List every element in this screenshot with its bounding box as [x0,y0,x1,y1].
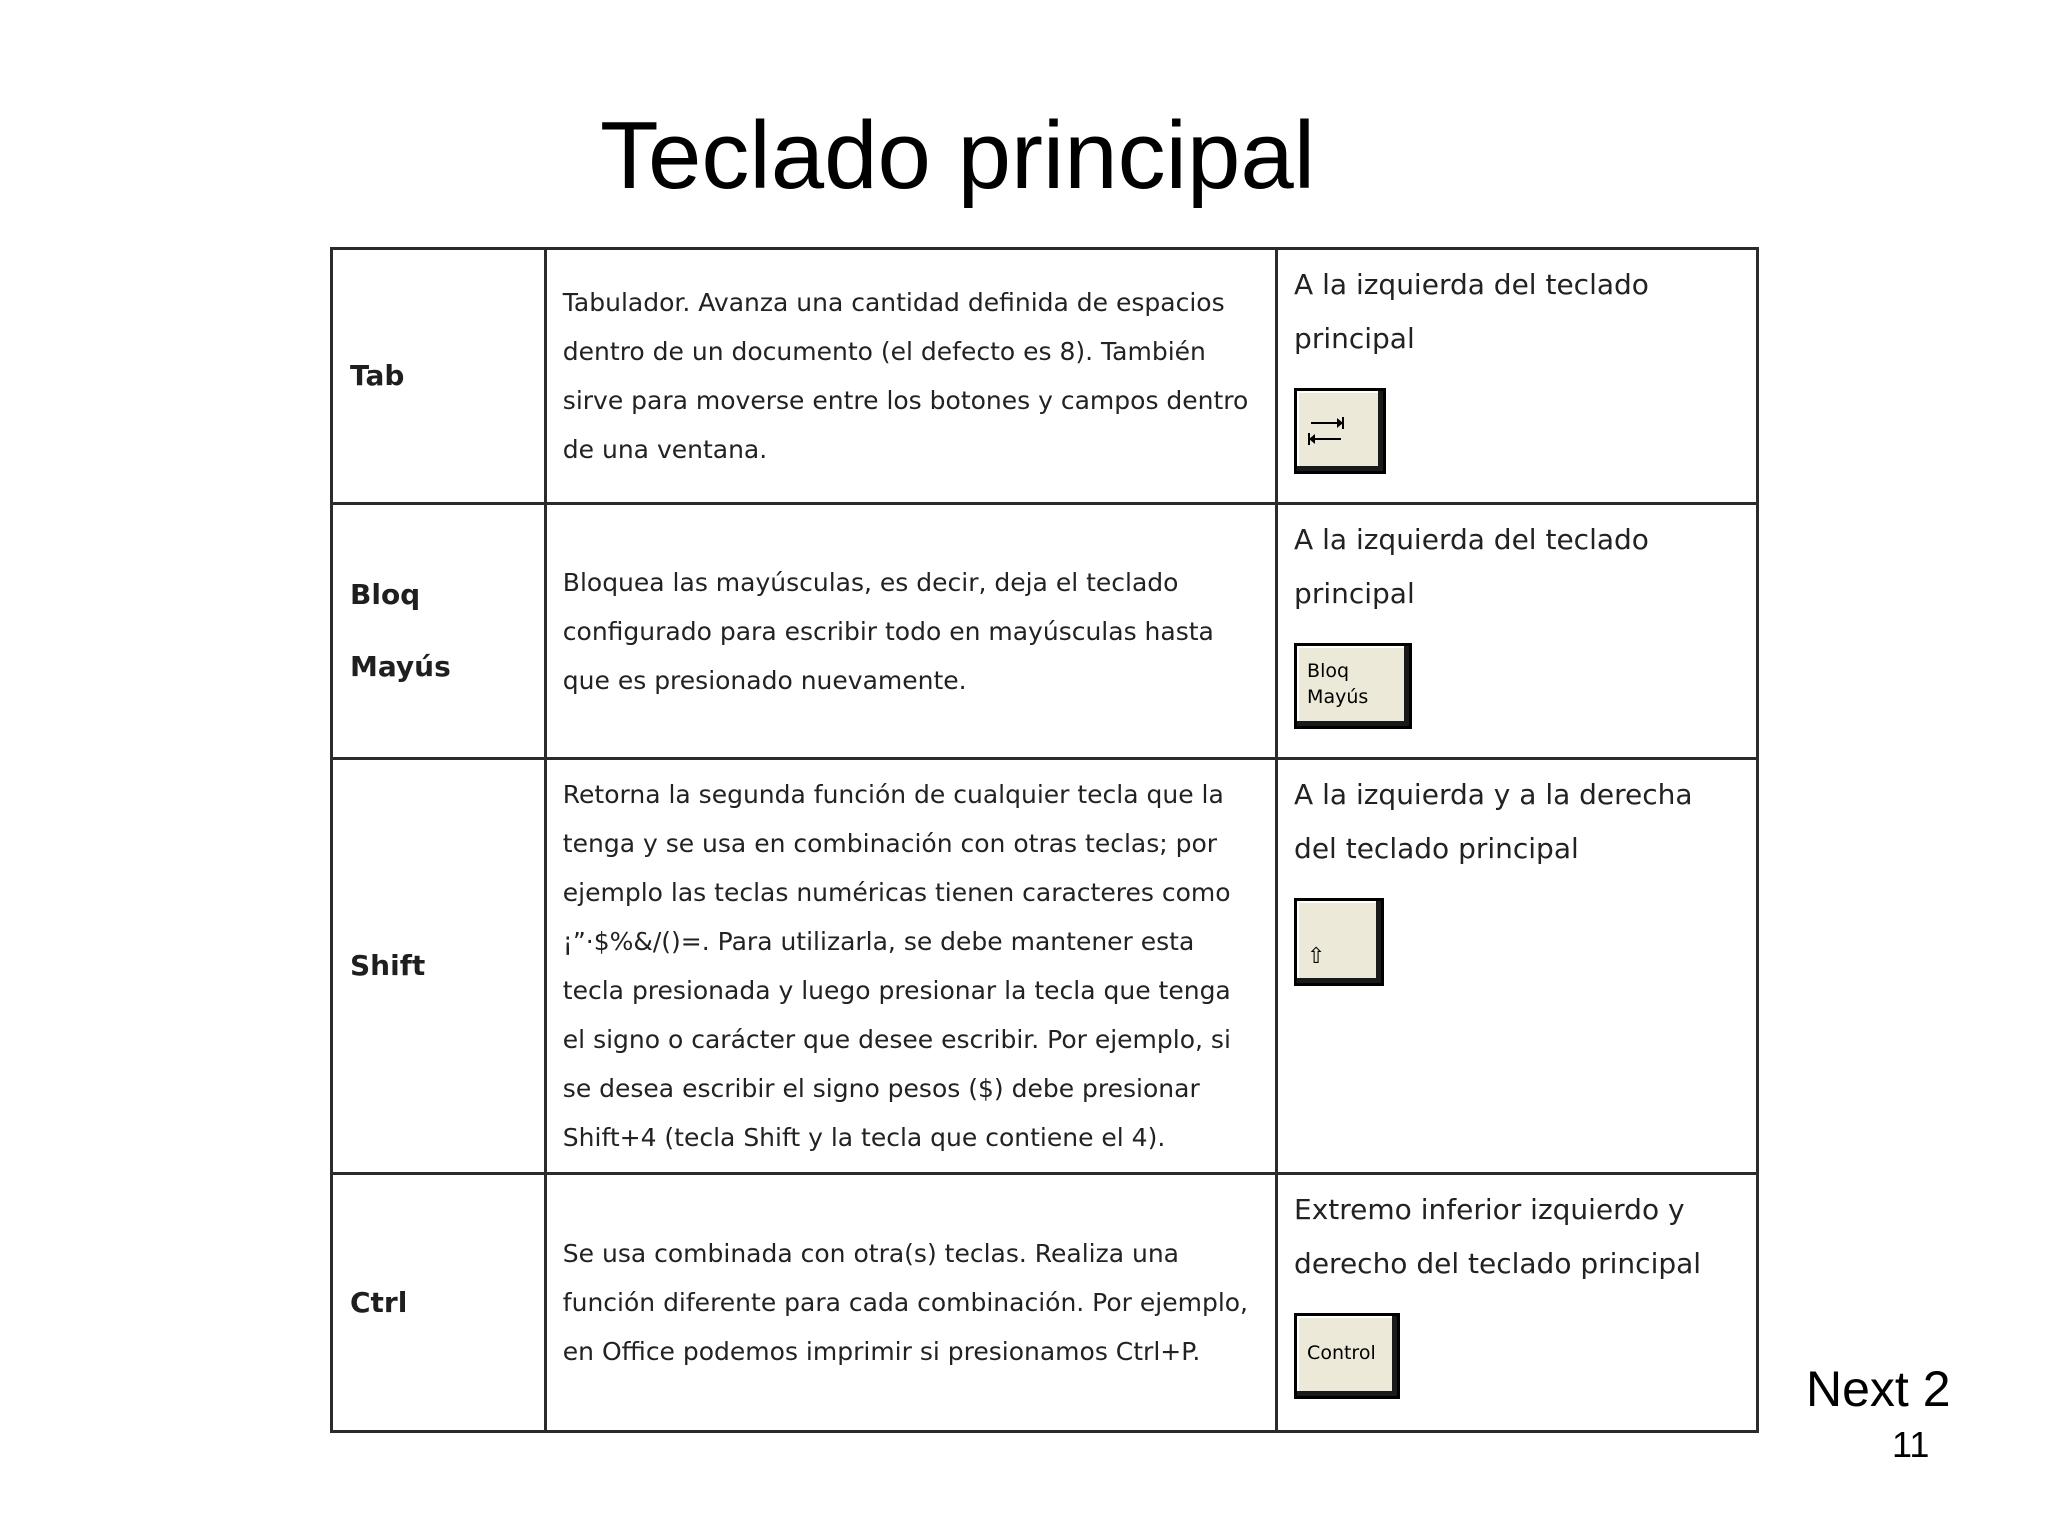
key-location: A la izquierda del teclado principal [1294,268,1649,355]
key-name-cell [332,1174,546,1432]
table-row-bloq-mayus [332,504,1758,759]
key-name: Ctrl [350,1285,408,1319]
keycap-label: Mayús [1307,686,1369,708]
shift-keycap-image [1294,898,1384,986]
key-name-cell [332,249,546,504]
keys-table [330,247,1759,1433]
key-name-line: Mayús [350,650,451,683]
key-location-cell [1277,504,1758,759]
key-description-cell [545,249,1276,504]
key-name-cell [332,759,546,1174]
key-name [333,559,544,703]
page-number: 11 [1892,1424,1930,1465]
shift-arrow-icon: ⇧ [1307,944,1326,969]
key-location: A la izquierda y a la derecha del teclado principal [1294,778,1693,865]
key-description-cell [545,759,1276,1174]
tab-arrows-icon [1307,415,1345,447]
key-location-cell [1277,249,1758,504]
keycap-label: Control [1307,1342,1376,1364]
key-description: Bloquea las mayúsculas, es decir, deja el teclado configurado para escribir todo en mayúsculas hasta que es presionado nuevamente. [562,567,1214,695]
table-row-tab [332,249,1758,504]
key-location-cell [1277,759,1758,1174]
bloq-mayus-keycap-image [1294,643,1412,729]
key-name-line: Bloq [350,578,421,611]
slide-title: Teclado principal [600,102,1316,209]
keycap-label: Bloq [1307,660,1350,682]
key-name-cell [332,504,546,759]
control-keycap-image [1294,1313,1400,1399]
key-name: Tab [350,359,405,392]
key-location: Extremo inferior izquierdo y derecho del teclado principal [1294,1193,1702,1280]
next-link[interactable]: Next 2 [1806,1361,1951,1417]
key-name: Shift [350,949,426,982]
key-location: A la izquierda del teclado principal [1294,523,1649,610]
key-description: Tabulador. Avanza una cantidad definida de espacios dentro de un documento (el defecto es 8). También sirve para moverse entre los botones y campos dentro de una ventana. [562,288,1249,464]
key-location-cell [1277,1174,1758,1432]
key-description-cell [545,1174,1276,1432]
table-row-ctrl [332,1174,1758,1432]
key-description: Se usa combinada con otra(s) teclas. Realiza una función diferente para cada combinación. Por ejemplo, en Office podemos imprimir si presionamos Ctrl+P. [562,1239,1249,1366]
key-description: Retorna la segunda función de cualquier tecla que la tenga y se usa en combinación con otras teclas; por ejemplo las teclas numéricas tienen caracteres como ¡”·$%&/()=. Para utilizarla, se debe mantener esta tecla presionada y luego presionar la tecla que tenga el signo o carácter que desee escribir. Por ejemplo, si se desea escribir el signo pesos ($) debe presionar Shift+4 (tecla Shift y la tecla que contiene el 4). [562,780,1231,1152]
table-row-shift [332,759,1758,1174]
tab-keycap-image [1294,388,1386,474]
key-description-cell [545,504,1276,759]
